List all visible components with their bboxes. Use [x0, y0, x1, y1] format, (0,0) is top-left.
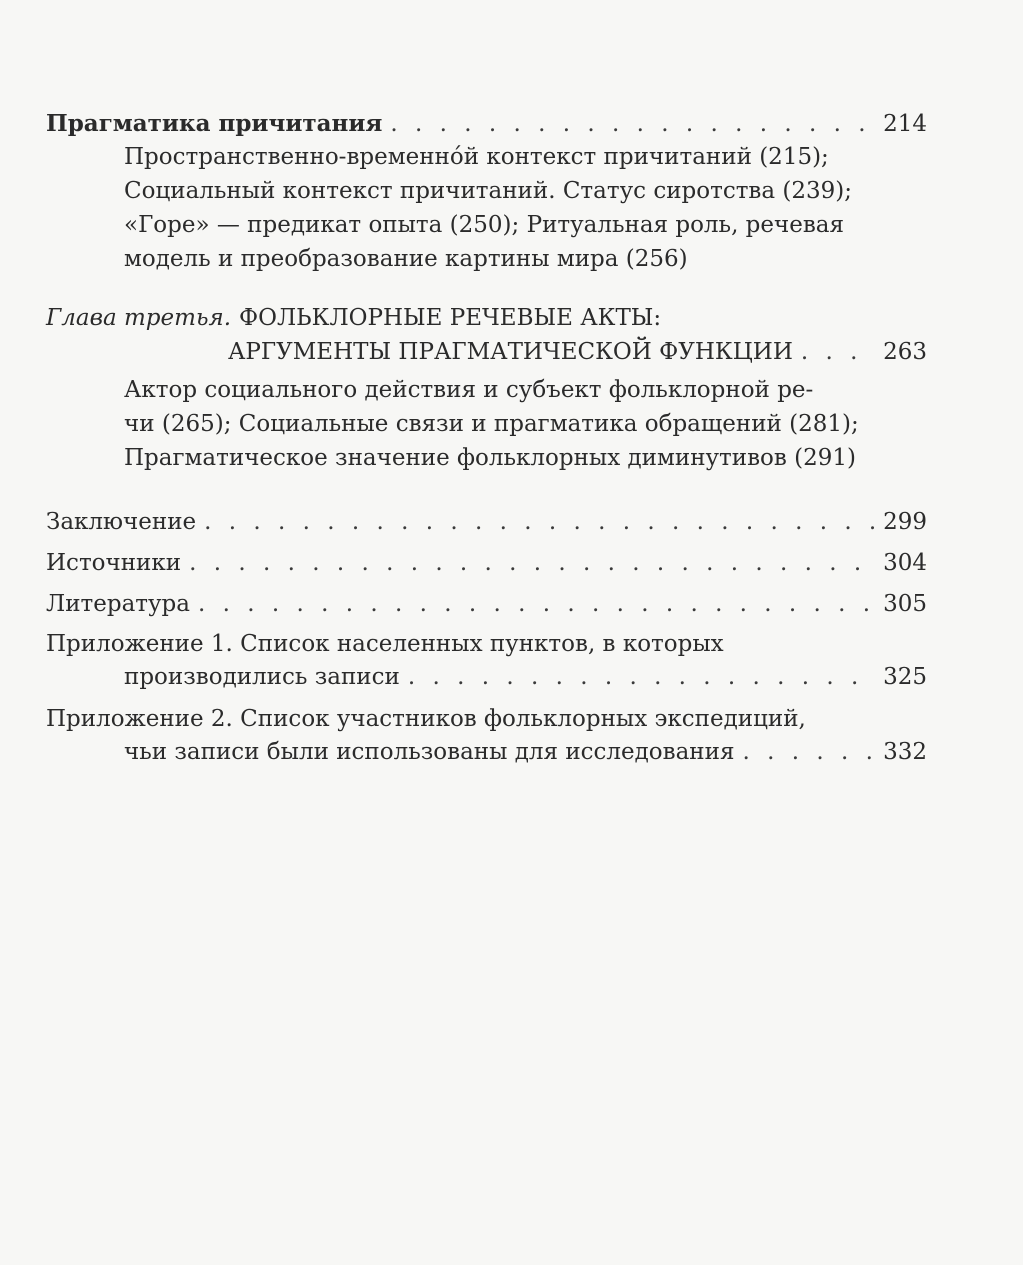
toc-entry-literature[interactable]: [46, 588, 927, 621]
page-number: 214: [883, 111, 927, 137]
subentry-line: модель и преобразование картины мира (256): [124, 246, 688, 272]
toc-entry-pragmatics[interactable]: [46, 107, 927, 140]
toc-entry-title: Заключение: [46, 509, 197, 535]
toc-entry-title-cont: производились записи: [124, 664, 400, 690]
chapter-title-line2: АРГУМЕНТЫ ПРАГМАТИЧЕСКОЙ ФУНКЦИИ: [228, 339, 793, 365]
toc-entry-title: Приложение 2. Список участников фольклорных экспедиций,: [46, 706, 806, 732]
toc-entry-title: Приложение 1. Список населенных пунктов, в которых: [46, 631, 724, 657]
subentry-line: чи (265); Социальные связи и прагматика обращений (281);: [124, 411, 859, 437]
page-number: 263: [883, 339, 927, 365]
dot-leader: [801, 336, 875, 369]
toc-entry-appendix1[interactable]: [124, 661, 927, 694]
toc-subentries-chapter3: [124, 373, 859, 475]
subentry-line: «Горе» — предикат опыта (250); Ритуальная роль, речевая: [124, 212, 845, 238]
dot-leader: [390, 108, 875, 141]
dot-leader: [189, 547, 875, 580]
toc-entry-title: Прагматика причитания: [46, 110, 383, 137]
toc-entry-sources[interactable]: [46, 547, 927, 580]
subentry-line: Прагматическое значение фольклорных диминутивов (291): [124, 445, 857, 471]
toc-entry-chapter3-heading[interactable]: [46, 302, 927, 335]
toc-entry-conclusion[interactable]: [46, 506, 927, 539]
toc-entry-title-cont: чьи записи были использованы для исследования: [124, 739, 735, 765]
toc-entry-appendix1-heading[interactable]: [46, 628, 927, 661]
toc-entry-appendix2[interactable]: [124, 736, 927, 769]
toc-subentries-pragmatics: [124, 140, 852, 276]
chapter-prefix: Глава третья.: [46, 305, 232, 331]
page-number: 299: [883, 509, 927, 535]
page-number: 325: [883, 664, 927, 690]
dot-leader: [198, 588, 875, 621]
subentry-line: Пространственно-временно́й контекст причитаний (215);: [124, 144, 829, 170]
page-number: 305: [883, 591, 927, 617]
toc-entry-title: Источники: [46, 550, 182, 576]
dot-leader: [742, 736, 875, 769]
chapter-title-line1: ФОЛЬКЛОРНЫЕ РЕЧЕВЫЕ АКТЫ:: [239, 305, 662, 331]
subentry-line: Актор социального действия и субъект фольклорной ре-: [124, 377, 814, 403]
dot-leader: [204, 506, 875, 539]
toc-entry-appendix2-heading[interactable]: [46, 703, 927, 736]
toc-entry-chapter3[interactable]: [228, 336, 927, 369]
dot-leader: [408, 661, 875, 694]
toc-entry-title: Литература: [46, 591, 190, 617]
page-number: 304: [883, 550, 927, 576]
subentry-line: Социальный контекст причитаний. Статус сиротства (239);: [124, 178, 852, 204]
page-number: 332: [883, 739, 927, 765]
